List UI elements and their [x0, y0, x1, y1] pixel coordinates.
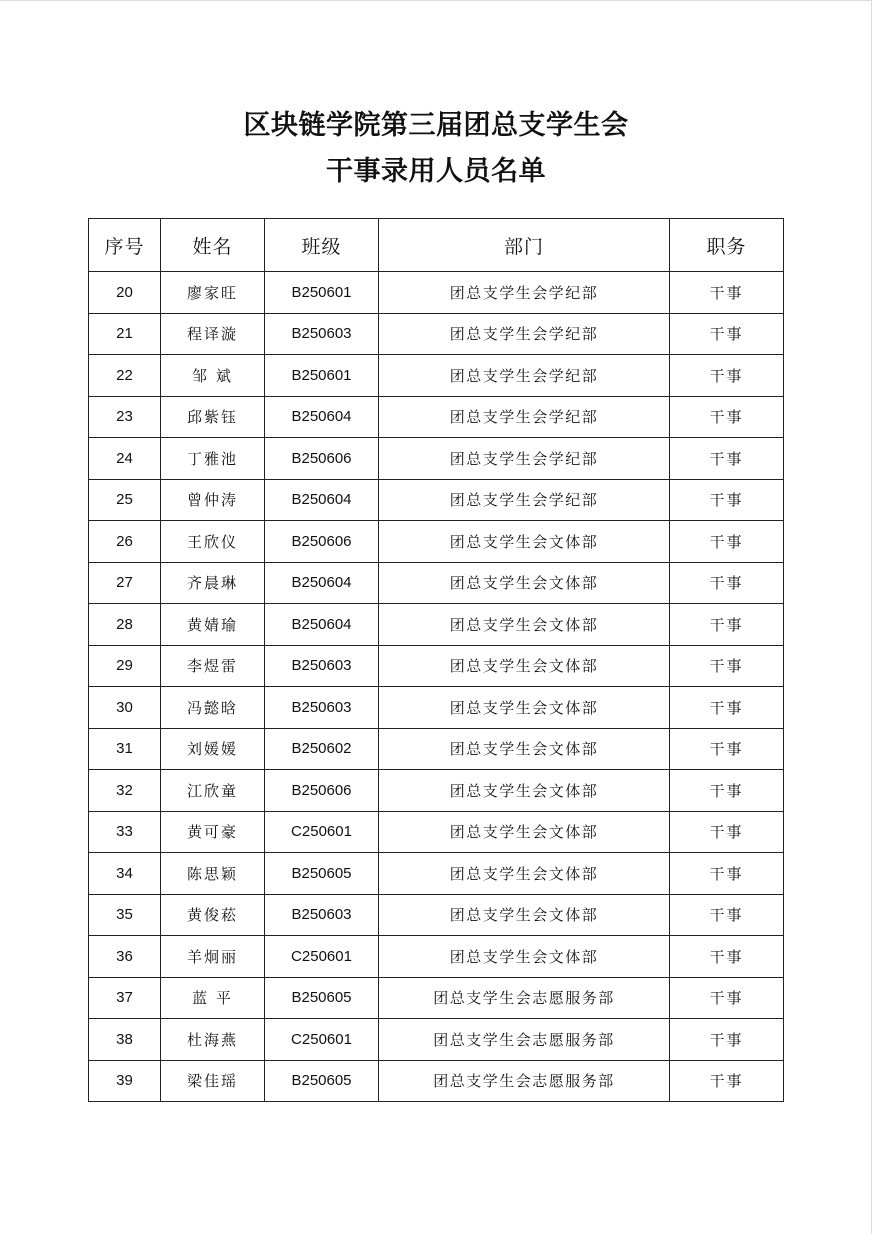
table-row [89, 396, 784, 438]
row-number-cell: 35 [89, 894, 161, 936]
student-name-cell: 丁雅池 [161, 438, 265, 480]
student-name-cell: 廖家旺 [161, 272, 265, 314]
class-code-cell: B250605 [265, 1060, 379, 1102]
class-code-cell: B250603 [265, 687, 379, 729]
position-cell: 干事 [670, 645, 784, 687]
row-number-cell: 29 [89, 645, 161, 687]
table-row [89, 479, 784, 521]
department-cell: 团总支学生会文体部 [379, 645, 670, 687]
document-title: 区块链学院第三届团总支学生会 [243, 110, 629, 141]
table-row [89, 438, 784, 480]
table-row [89, 687, 784, 729]
position-cell: 干事 [670, 355, 784, 397]
student-name-cell: 黄俊菘 [161, 894, 265, 936]
row-number-cell: 26 [89, 521, 161, 563]
student-name-cell: 羊炯丽 [161, 936, 265, 978]
header-name: 姓名 [161, 219, 265, 272]
student-name-cell: 黄婧瑜 [161, 604, 265, 646]
table-row [89, 936, 784, 978]
header-dept: 部门 [379, 219, 670, 272]
header-no: 序号 [89, 219, 161, 272]
position-cell: 干事 [670, 936, 784, 978]
position-cell: 干事 [670, 479, 784, 521]
table-row [89, 1060, 784, 1102]
class-code-cell: B250603 [265, 894, 379, 936]
row-number-cell: 22 [89, 355, 161, 397]
row-number-cell: 21 [89, 313, 161, 355]
position-cell: 干事 [670, 811, 784, 853]
table-row [89, 562, 784, 604]
student-name-cell: 齐晨琳 [161, 562, 265, 604]
position-cell: 干事 [670, 604, 784, 646]
class-code-cell: C250601 [265, 811, 379, 853]
table-row [89, 645, 784, 687]
table-row [89, 811, 784, 853]
class-code-cell: B250606 [265, 438, 379, 480]
row-number-cell: 39 [89, 1060, 161, 1102]
position-cell: 干事 [670, 562, 784, 604]
department-cell: 团总支学生会文体部 [379, 521, 670, 563]
position-cell: 干事 [670, 438, 784, 480]
table-row [89, 604, 784, 646]
position-cell: 干事 [670, 894, 784, 936]
row-number-cell: 38 [89, 1019, 161, 1061]
row-number-cell: 32 [89, 770, 161, 812]
student-name-cell: 曾仲涛 [161, 479, 265, 521]
class-code-cell: C250601 [265, 936, 379, 978]
position-cell: 干事 [670, 770, 784, 812]
department-cell: 团总支学生会文体部 [379, 853, 670, 895]
position-cell: 干事 [670, 728, 784, 770]
department-cell: 团总支学生会文体部 [379, 894, 670, 936]
class-code-cell: B250604 [265, 479, 379, 521]
student-name-cell: 蓝 平 [161, 977, 265, 1019]
table-row [89, 355, 784, 397]
department-cell: 团总支学生会学纪部 [379, 396, 670, 438]
position-cell: 干事 [670, 687, 784, 729]
department-cell: 团总支学生会学纪部 [379, 438, 670, 480]
position-cell: 干事 [670, 1060, 784, 1102]
table-row [89, 977, 784, 1019]
department-cell: 团总支学生会学纪部 [379, 313, 670, 355]
department-cell: 团总支学生会文体部 [379, 770, 670, 812]
table-row [89, 853, 784, 895]
row-number-cell: 36 [89, 936, 161, 978]
position-cell: 干事 [670, 272, 784, 314]
student-name-cell: 王欣仪 [161, 521, 265, 563]
student-name-cell: 冯懿晗 [161, 687, 265, 729]
row-number-cell: 23 [89, 396, 161, 438]
student-name-cell: 江欣童 [161, 770, 265, 812]
class-code-cell: B250604 [265, 604, 379, 646]
class-code-cell: B250605 [265, 853, 379, 895]
department-cell: 团总支学生会志愿服务部 [379, 977, 670, 1019]
position-cell: 干事 [670, 313, 784, 355]
position-cell: 干事 [670, 1019, 784, 1061]
table-body [89, 272, 784, 1102]
student-name-cell: 刘媛媛 [161, 728, 265, 770]
department-cell: 团总支学生会学纪部 [379, 355, 670, 397]
row-number-cell: 24 [89, 438, 161, 480]
table-row [89, 894, 784, 936]
row-number-cell: 25 [89, 479, 161, 521]
department-cell: 团总支学生会文体部 [379, 604, 670, 646]
class-code-cell: B250604 [265, 396, 379, 438]
table-row [89, 728, 784, 770]
table-row [89, 770, 784, 812]
student-name-cell: 杜海燕 [161, 1019, 265, 1061]
position-cell: 干事 [670, 396, 784, 438]
header-class: 班级 [265, 219, 379, 272]
class-code-cell: B250606 [265, 770, 379, 812]
department-cell: 团总支学生会志愿服务部 [379, 1019, 670, 1061]
table-header-row [89, 219, 784, 272]
table-row [89, 1019, 784, 1061]
department-cell: 团总支学生会学纪部 [379, 272, 670, 314]
department-cell: 团总支学生会文体部 [379, 687, 670, 729]
class-code-cell: B250606 [265, 521, 379, 563]
position-cell: 干事 [670, 521, 784, 563]
table-row [89, 272, 784, 314]
student-name-cell: 黄可豪 [161, 811, 265, 853]
class-code-cell: C250601 [265, 1019, 379, 1061]
row-number-cell: 28 [89, 604, 161, 646]
table-row [89, 521, 784, 563]
class-code-cell: B250603 [265, 313, 379, 355]
class-code-cell: B250601 [265, 355, 379, 397]
department-cell: 团总支学生会文体部 [379, 936, 670, 978]
department-cell: 团总支学生会文体部 [379, 811, 670, 853]
student-name-cell: 邹 斌 [161, 355, 265, 397]
roster-table [88, 218, 784, 1102]
row-number-cell: 37 [89, 977, 161, 1019]
row-number-cell: 20 [89, 272, 161, 314]
document-subtitle: 干事录用人员名单 [326, 156, 546, 187]
student-name-cell: 邱紫钰 [161, 396, 265, 438]
position-cell: 干事 [670, 977, 784, 1019]
department-cell: 团总支学生会文体部 [379, 728, 670, 770]
row-number-cell: 30 [89, 687, 161, 729]
class-code-cell: B250601 [265, 272, 379, 314]
class-code-cell: B250605 [265, 977, 379, 1019]
row-number-cell: 31 [89, 728, 161, 770]
table-row [89, 313, 784, 355]
department-cell: 团总支学生会志愿服务部 [379, 1060, 670, 1102]
department-cell: 团总支学生会学纪部 [379, 479, 670, 521]
student-name-cell: 程译漩 [161, 313, 265, 355]
header-role: 职务 [670, 219, 784, 272]
row-number-cell: 33 [89, 811, 161, 853]
student-name-cell: 陈思颖 [161, 853, 265, 895]
position-cell: 干事 [670, 853, 784, 895]
class-code-cell: B250603 [265, 645, 379, 687]
row-number-cell: 34 [89, 853, 161, 895]
class-code-cell: B250602 [265, 728, 379, 770]
student-name-cell: 梁佳瑶 [161, 1060, 265, 1102]
class-code-cell: B250604 [265, 562, 379, 604]
student-name-cell: 李煜雷 [161, 645, 265, 687]
department-cell: 团总支学生会文体部 [379, 562, 670, 604]
row-number-cell: 27 [89, 562, 161, 604]
